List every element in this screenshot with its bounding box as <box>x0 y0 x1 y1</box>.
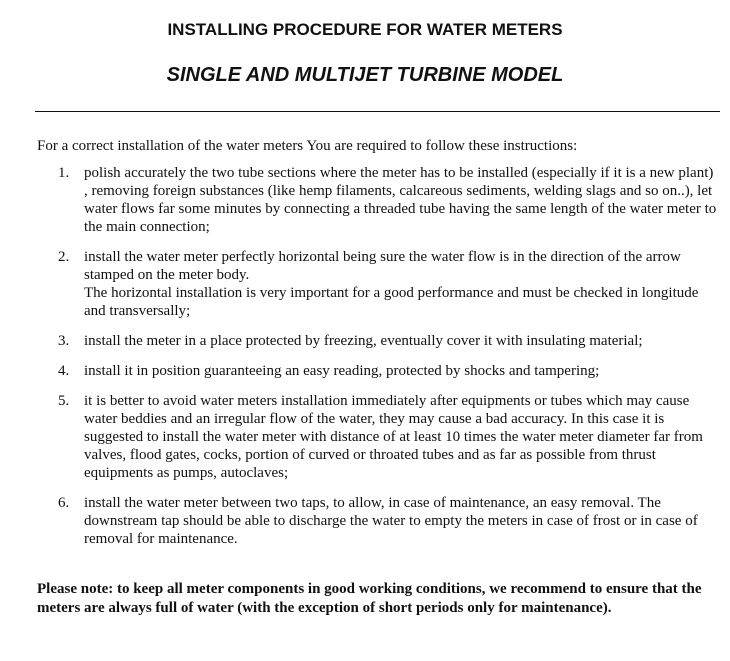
instruction-item-4 <box>50 362 720 380</box>
item-text: install the meter in a place protected by freezing, eventually cover it with insulating material; <box>84 333 643 349</box>
horizontal-divider <box>35 111 720 112</box>
item-number: 4. <box>58 363 70 379</box>
item-number: 5. <box>58 393 70 409</box>
document-title: INSTALLING PROCEDURE FOR WATER METERS <box>167 20 563 39</box>
item-text: polish accurately the two tube sections where the meter has to be installed (especially if it is a new plant) , removing foreign substances (like hemp filaments, calcareous sediments, welding slags and so on..), let water flows far some minutes by connecting a threaded tube having the same length of the water meter to the main connection; <box>84 165 717 235</box>
instruction-item-3 <box>50 332 720 350</box>
instruction-item-6 <box>50 494 720 548</box>
item-text: it is better to avoid water meters installation immediately after equipments or tubes which may cause water beddies and an irregular flow of the water, they may cause a bad accuracy. In this case it is suggested to install the water meter with distance of at least 10 times the water meter diameter far from valves, flood gates, cocks, portion of curved or throated tubes and as far as possible from thrust equipments as pumps, autoclaves; <box>84 393 703 481</box>
maintenance-note: Please note: to keep all meter components in good working conditions, we recommend to ensure that the meters are always full of water (with the exception of short periods only for maintenance). <box>37 581 702 616</box>
instruction-item-2 <box>50 248 720 320</box>
item-number: 2. <box>58 249 70 265</box>
instruction-item-1 <box>50 164 720 236</box>
item-text: install it in position guaranteeing an easy reading, protected by shocks and tampering; <box>84 363 600 379</box>
document-subtitle: SINGLE AND MULTIJET TURBINE MODEL <box>166 64 564 86</box>
instruction-list <box>50 164 720 560</box>
item-number: 1. <box>58 165 70 181</box>
intro-paragraph: For a correct installation of the water meters You are required to follow these instructions: <box>37 138 578 154</box>
item-text-continued: The horizontal installation is very important for a good performance and must be checked in longitude and transversally; <box>84 285 699 319</box>
item-text: install the water meter perfectly horizontal being sure the water flow is in the direction of the arrow stamped on the meter body. <box>84 249 681 283</box>
instruction-item-5 <box>50 392 720 482</box>
item-number: 6. <box>58 495 70 511</box>
item-text: install the water meter between two taps, to allow, in case of maintenance, an easy removal. The downstream tap should be able to discharge the water to empty the meters in case of frost or in case of removal for maintenance. <box>84 495 698 547</box>
item-number: 3. <box>58 333 70 349</box>
